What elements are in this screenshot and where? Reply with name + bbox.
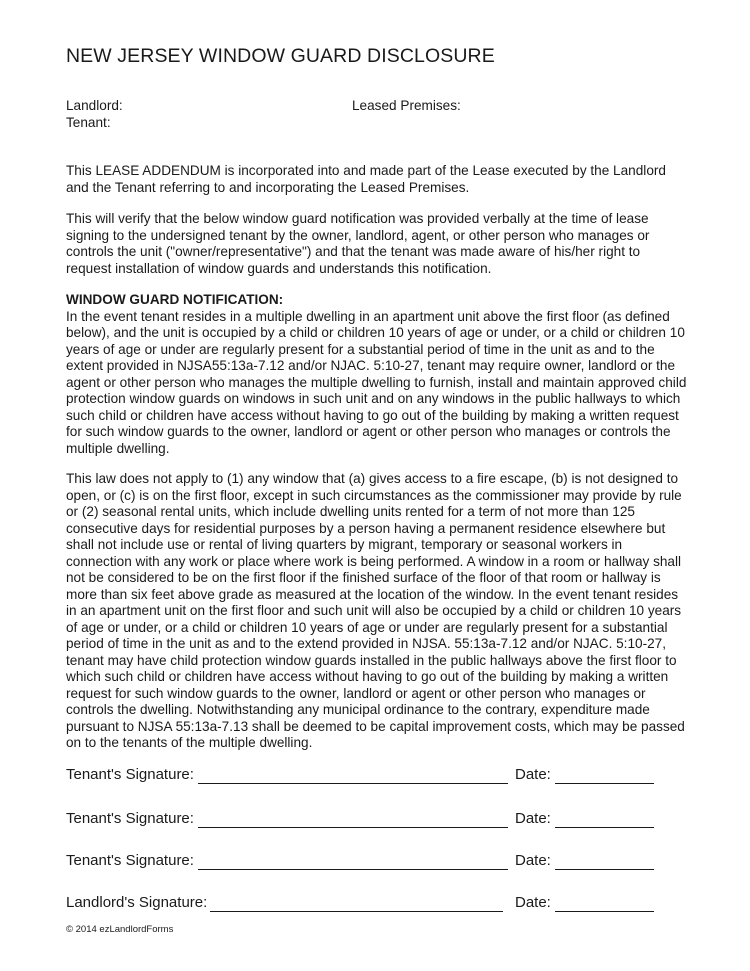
landlord-label: Landlord: bbox=[66, 98, 123, 113]
signature-line[interactable] bbox=[198, 827, 508, 828]
paragraph-text: This law does not apply to (1) any window that (a) gives access to a fire escape, (b) is not designed to open, or (c) is on the first floor, except in such circumstances as the commissioner may provide by rule or (2) seasonal rental units, which include dwelling units rented for a term of not more than 125 consecutive days for residential purposes by a person having a permanent residence elsewhere but shall not include use or rental of living quarters by migrant, temporary or seasonal workers in connection with any work or place where work is being performed. A window in a room or hallway shall not be considered to be on the first floor if the finished surface of the floor of that room or hallway is more than six feet above grade as measured at the location of the window. In the event tenant resides in an apartment unit on the first floor and such unit will also be occupied by a child or children 10 years of age or under, or a child or children 10 years of age or under are regularly present for a substantial period of time in the unit as and to the extend provided in NJSA. 55:13a-7.12 and/or NJAC. 5:10-27, tenant may have child protection window guards installed in the public hallways above the first floor to which such child or children have access without having to go out of the building by making a written request for such window guards to the owner, landlord or agent or other person who manages or controls the dwelling. Notwithstanding any municipal ordinance to the contrary, expenditure made pursuant to NJSA 55:13a-7.13 shall be deemed to be capital improvement costs, which may be passed on to the tenants of the multiple dwelling. bbox=[66, 471, 685, 750]
notification-text: In the event tenant resides in a multiple dwelling in an apartment unit above the first floor (as defined below), and the unit is occupied by a child or children 10 years of age or under, or a child or children 10 years of age or under are regularly present for a substantial period of time in the unit as and to the extent provided in NJSA55:13a-7.12 and/or NJAC. 5:10-27, tenant may require owner, landlord or the agent or other person who manages the multiple dwelling to furnish, install and maintain approved child protection window guards on windows in such unit and on any windows in the public hallways to which such child or children have access without having to go out of the building by making a written request for such window guards to the owner, landlord or agent or other person who manages or controls the multiple dwelling. bbox=[66, 308, 687, 456]
paragraph-text: This LEASE ADDENDUM is incorporated into and made part of the Lease executed by the Landlord and the Tenant referring to and incorporating the Leased Premises. bbox=[66, 163, 666, 195]
signature-line[interactable] bbox=[210, 911, 503, 912]
signature-row-tenant-1 bbox=[66, 766, 686, 788]
date-label: Date: bbox=[515, 852, 551, 869]
notification-heading: WINDOW GUARD NOTIFICATION: bbox=[66, 292, 284, 307]
signature-row-landlord bbox=[66, 894, 686, 916]
addendum-paragraph bbox=[66, 163, 688, 196]
date-label: Date: bbox=[515, 894, 551, 911]
date-label: Date: bbox=[515, 766, 551, 783]
date-line[interactable] bbox=[555, 783, 654, 784]
notification-section bbox=[66, 292, 688, 457]
signature-row-tenant-3 bbox=[66, 852, 686, 874]
paragraph-text: This will verify that the below window guard notification was provided verbally at the time of lease signing to the undersigned tenant by the owner, landlord, agent, or other person who manages or controls the unit ("owner/representative") and that the tenant was made aware of his/her right to request installation of window guards and understands this notification. bbox=[66, 211, 650, 276]
signature-line[interactable] bbox=[198, 869, 508, 870]
copyright-footer: © 2014 ezLandlordForms bbox=[66, 924, 174, 935]
tenant-label: Tenant: bbox=[66, 115, 111, 130]
exemption-paragraph bbox=[66, 471, 688, 752]
date-label: Date: bbox=[515, 810, 551, 827]
signature-label: Tenant's Signature: bbox=[66, 852, 194, 869]
verification-paragraph bbox=[66, 211, 688, 277]
document-title: NEW JERSEY WINDOW GUARD DISCLOSURE bbox=[66, 45, 495, 67]
leased-premises-label: Leased Premises: bbox=[352, 98, 461, 113]
signature-label: Tenant's Signature: bbox=[66, 766, 194, 783]
signature-line[interactable] bbox=[198, 783, 508, 784]
signature-label: Tenant's Signature: bbox=[66, 810, 194, 827]
signature-label: Landlord's Signature: bbox=[66, 894, 208, 911]
date-line[interactable] bbox=[555, 911, 654, 912]
date-line[interactable] bbox=[555, 827, 654, 828]
signature-row-tenant-2 bbox=[66, 810, 686, 832]
date-line[interactable] bbox=[555, 869, 654, 870]
